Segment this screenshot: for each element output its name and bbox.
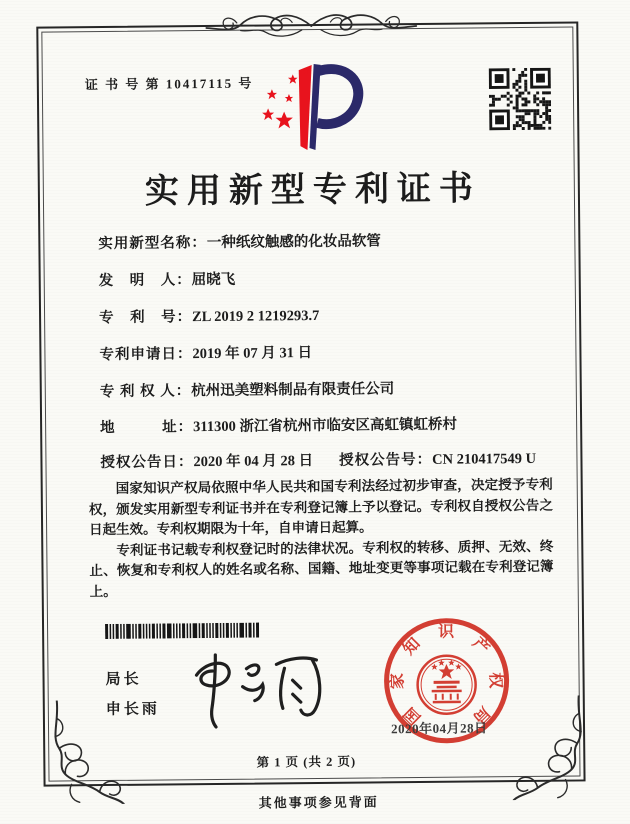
field-value: 311300 浙江省杭州市临安区高虹镇虹桥村 — [193, 416, 458, 436]
field-label: 专 利 号： — [99, 309, 193, 327]
cnipa-logo-icon — [259, 62, 365, 153]
back-note: 其他事项参见背面 — [258, 794, 379, 811]
field-row-inventor — [99, 265, 559, 290]
qr-code — [489, 68, 552, 131]
grant-no-value: CN 210417549 U — [432, 450, 537, 468]
field-row-grant — [100, 447, 560, 472]
field-label: 专利申请日： — [99, 346, 193, 364]
legal-text — [89, 475, 554, 602]
seal-char: 局 — [469, 703, 493, 727]
seal-date: 2020年04月28日 — [390, 720, 488, 737]
field-value: 2019 年 07 月 31 日 — [192, 345, 313, 363]
field-row-patentee — [100, 376, 560, 401]
page-number: 第 1 页 (共 2 页) — [256, 754, 357, 770]
field-row-address — [100, 412, 560, 437]
corner-flourish-right-icon — [509, 695, 588, 800]
seal-char: 国 — [400, 703, 425, 728]
paragraph-1: 国家知识产权局依照中华人民共和国专利法经过初步审查，决定授予专利权，颁发实用新型专利证书并在专利登记簿上予以登记。专利权自授权公告之日起生效。专利权期限为十年，自申请日起算。 — [88, 476, 553, 538]
seal-char: 知 — [400, 635, 424, 659]
field-value: 一种纸纹触感的化妆品软管 — [206, 233, 381, 252]
corner-flourish-left-icon — [49, 700, 128, 805]
seal-char: 识 — [438, 623, 455, 641]
barcode — [105, 623, 259, 639]
paragraph-2: 专利证书记载专利权登记时的法律状况。专利权的转移、质押、无效、终止、恢复和专利权人的姓名或名称、国籍、地址变更等事项记载在专利登记簿上。 — [89, 538, 554, 599]
field-row-name — [98, 228, 558, 253]
field-value: 屈晓飞 — [191, 271, 236, 289]
top-flourish-icon — [196, 4, 426, 48]
grant-date-label: 授权公告日： — [100, 454, 194, 472]
field-row-filing-date — [99, 339, 559, 364]
field-label: 专 利 权 人： — [99, 383, 192, 401]
grant-no-label: 授权公告号： — [339, 451, 433, 469]
seal-char: 权 — [486, 672, 504, 689]
certificate-title: 实用新型专利证书 — [144, 170, 482, 211]
grant-date-value: 2020 年 04 月 28 日 — [193, 453, 314, 471]
signature-icon — [184, 648, 335, 731]
national-emblem-icon — [417, 655, 476, 714]
field-label: 地 址： — [100, 419, 194, 437]
field-row-patent-no — [99, 302, 559, 327]
director-title: 局长 — [105, 671, 142, 689]
field-value: ZL 2019 2 1219293.7 — [192, 307, 320, 326]
certificate-number: 证 书 号 第 10417115 号 — [84, 75, 254, 93]
seal-char: 家 — [389, 673, 407, 690]
field-label: 实用新型名称： — [98, 235, 207, 253]
field-label: 发 明 人： — [98, 272, 192, 290]
director-name: 申长雨 — [105, 701, 160, 719]
field-value: 杭州迅美塑料制品有限责任公司 — [191, 381, 395, 400]
seal-char: 产 — [468, 634, 493, 658]
